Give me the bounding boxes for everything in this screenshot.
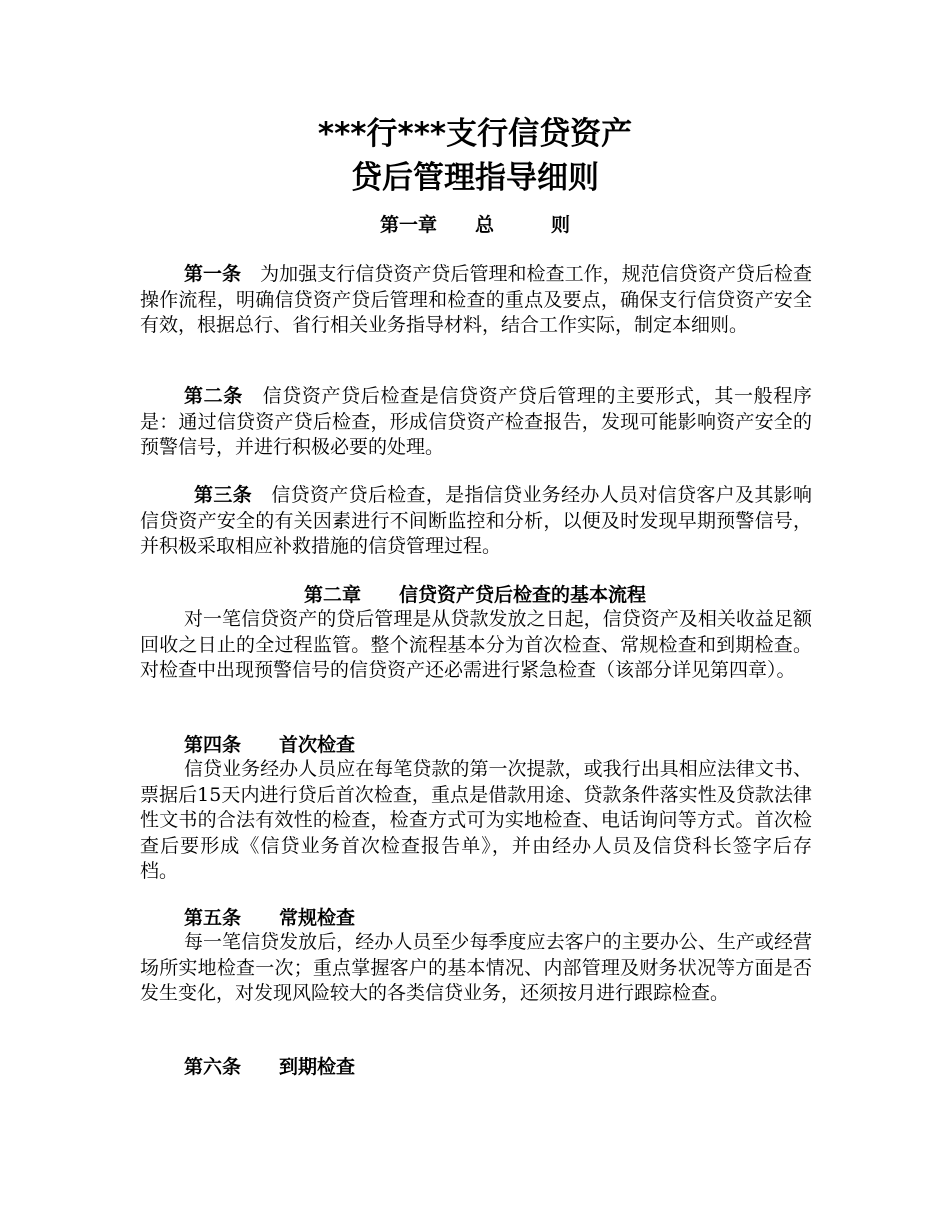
article-6-heading: 第六条 到期检查: [184, 1056, 356, 1078]
article-2-text: 信贷资产贷后检查是信贷资产贷后管理的主要形式，其一般程序是：通过信贷资产贷后检查，形成信贷资产检查报告，发现可能影响资产安全的预警信号，并进行积极必要的处理。: [140, 385, 812, 458]
article-3-text: 信贷资产贷后检查，是指信贷业务经办人员对信贷客户及其影响信贷资产安全的有关因素进行不间断监控和分析，以便及时发现早期预警信号，并积极采取相应补救措施的信贷管理过程。: [140, 484, 812, 557]
article-1-text: 为加强支行信贷资产贷后管理和检查工作，规范信贷资产贷后检查操作流程，明确信贷资产贷后管理和检查的重点及要点，确保支行信贷资产安全有效，根据总行、省行相关业务指导材料，结合工作实际，制定本细则。: [140, 263, 812, 336]
article-4-heading: 第四条 首次检查: [184, 734, 356, 756]
chapter-2-heading: 第二章 信贷资产贷后检查的基本流程: [303, 584, 646, 606]
article-5-heading: 第五条 常规检查: [184, 907, 356, 929]
document-title-line-1: ***行***支行信贷资产: [317, 116, 633, 152]
article-2-paragraph: [140, 384, 812, 461]
article-1-paragraph: [140, 262, 812, 339]
article-1-label: 第一条: [184, 263, 242, 285]
article-4-text: 信贷业务经办人员应在每笔贷款的第一次提款，或我行出具相应法律文书、票据后15天内进行贷后首次检查，重点是借款用途、贷款条件落实性及贷款法律性文书的合法有效性的检查，检查方式可为实地检查、电话询问等方式。首次检查后要形成《信贷业务首次检查报告单》，并由经办人员及信贷科长签字后存档。: [140, 758, 812, 882]
article-2-label: 第二条: [184, 385, 243, 407]
document-title-line-2: 贷后管理指导细则: [351, 160, 599, 196]
chapter-2-intro: 对一笔信贷资产的贷后管理是从贷款发放之日起，信贷资产及相关收益足额回收之日止的全过程监管。整个流程基本分为首次检查、常规检查和到期检查。对检查中出现预警信号的信贷资产还必需进行紧急检查（该部分详见第四章）。: [140, 608, 812, 681]
article-5-text: 每一笔信贷发放后，经办人员至少每季度应去客户的主要办公、生产或经营场所实地检查一次；重点掌握客户的基本情况、内部管理及财务状况等方面是否发生变化，对发现风险较大的各类信贷业务，还须按月进行跟踪检查。: [140, 931, 812, 1004]
chapter-1-heading: 第一章 总 则: [379, 214, 570, 236]
article-3-paragraph: [140, 483, 812, 560]
article-3-label: 第三条: [194, 484, 252, 506]
